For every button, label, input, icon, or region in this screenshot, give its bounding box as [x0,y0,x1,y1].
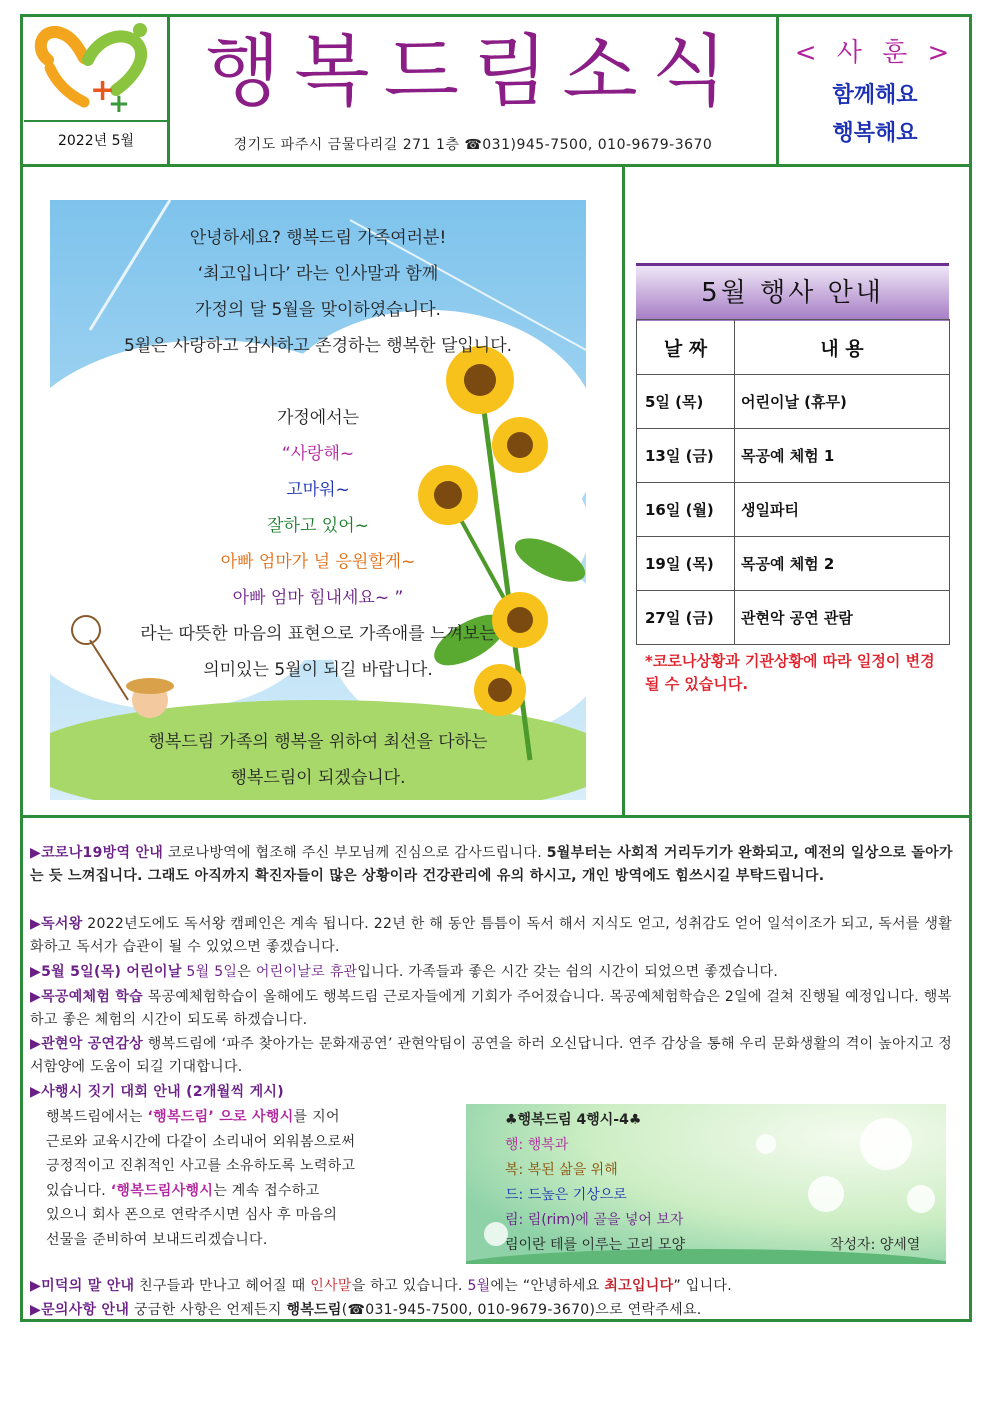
schedule-note: *코로나상황과 기관상황에 따라 일정이 변경될 수 있습니다. [645,652,935,693]
contact-text: 궁금한 사항은 언제든지 [129,1302,287,1318]
greeting-message [50,220,586,796]
woodcraft-heading: ▶목공예체험 학습 [30,989,144,1005]
reading-notice [30,913,965,959]
greeting-line: 안녕하세요? 행복드림 가족여러분! [189,228,447,248]
poem-line-4: 림: 림(rim)에 골을 넣어 보자 [505,1212,684,1228]
poem-line-5 [505,1233,945,1258]
schedule-table [636,319,950,645]
greeting-line: 가정의 달 5월을 맞이하였습니다. [195,300,441,320]
table-row [637,429,950,483]
poem-contest-line [46,1179,466,1204]
childrens-day-text: 은 [237,964,256,980]
covid-bold-text: 5월부터는 사회적 거리두기가 완화되고, 예전의 일상으로 돌아가는 듯 느껴집니다. 그래도 아직까지 확진자들이 많은 상황이라 건강관리에 유의 하시고, 개인 방역에도 힘쓰시길 부탁드립니다. [30,845,953,884]
virtue-words-highlight: 인사말 [310,1278,352,1294]
virtue-words-text: ” 입니다. [673,1278,732,1294]
virtue-words-highlight: 최고입니다 [604,1278,674,1294]
concert-heading: ▶관현악 공연감상 [30,1036,144,1052]
childrens-day-notice [30,961,965,984]
contact-heading: ▶문의사항 안내 [30,1302,130,1318]
schedule-header-row [637,320,950,375]
table-row [637,483,950,537]
covid-heading: ▶코로나19방역 안내 [30,845,164,861]
covid-text: 코로나방역에 협조해 주신 부모님께 진심으로 감사드립니다. [163,845,547,861]
greeting-line: 잘하고 있어~ [267,516,369,536]
poem-contest-line: 근로와 교육시간에 다같이 소리내어 외워봄으로써 [46,1133,356,1150]
motto-line-2: 행복해요 [832,121,918,146]
content-column-header: 내 용 [735,320,950,375]
poem-contest-line: 선물을 준비하여 보내드리겠습니다. [46,1231,268,1248]
poem-contest-line: 긍정적이고 진취적인 사고를 소유하도록 노력하고 [46,1158,356,1174]
woodcraft-text: 목공예체험학습이 올해에도 행복드림 근로자들에게 기회가 주어졌습니다. 목공예체험학습은 2일에 걸쳐 진행될 예정입니다. 행복하고 좋은 체험의 시간이 되도록 하겠습니다. [30,989,952,1028]
poem-contest-text-part: 를 지어 [293,1109,340,1125]
schedule-event: 목공예 체험 1 [735,429,950,483]
poem-line-1: 행: 행복과 [505,1137,569,1153]
greeting-line: 행복드림이 되겠습니다. [230,768,406,788]
virtue-words-text: 에는 “안녕하세요 [490,1278,605,1294]
contact-text: (☎031-945-7500, 010-9679-3670)으로 연락주세요. [341,1302,702,1318]
issue-date: 2022년 5월 [57,133,135,149]
newsletter-title: 행복드림소식 [204,27,742,117]
poem-contest-text-part: 는 계속 접수하고 [213,1182,320,1199]
virtue-words-text: 을 하고 있습니다. [351,1278,468,1294]
table-row [637,591,950,645]
address-divider [24,120,168,122]
greeting-line: 가정에서는 [276,408,360,428]
address: 경기도 파주시 금물다리길 271 1층 ☎031)945-7500, 010-9679-3670 [233,137,713,153]
childrens-day-text: 입니다. 가족들과 좋은 시간 갖는 쉼의 시간이 되었으면 좋겠습니다. [357,964,779,980]
schedule-event: 생일파티 [735,483,950,537]
schedule-event: 관현악 공연 관람 [735,591,950,645]
poem-line-3: 드: 드높은 기상으로 [505,1187,627,1203]
schedule-date: 27일 (금) [637,591,735,645]
schedule-date: 19일 (목) [637,537,735,591]
virtue-words-heading: ▶미덕의 말 안내 [30,1278,135,1294]
poem-contest-highlight: ‘행복드림’ 으로 사행시 [147,1109,294,1125]
poem-contest-text-part: 있습니다. [46,1182,111,1199]
reading-heading: ▶독서왕 [30,916,83,932]
section-divider [20,815,972,818]
poem-title: ♣행복드림 4행시-4♣ [505,1112,642,1128]
poem-contest-line: 있으니 회사 폰으로 연락주시면 심사 후 마음의 [46,1207,338,1223]
schedule-title: 5월 행사 안내 [636,263,949,321]
greeting-line: “사랑해~ [281,444,355,464]
poem-contest-line [46,1105,466,1130]
poem-contest-text-part: 행복드림에서는 [46,1109,148,1125]
covid-notice [30,842,965,888]
schedule-date: 13일 (금) [637,429,735,483]
poem-contest-heading [30,1081,965,1104]
greeting-blank [50,364,586,400]
virtue-words-highlight: 5월 [467,1278,491,1294]
schedule-event: 어린이날 (휴무) [735,375,950,429]
date-column-header: 날 짜 [637,320,735,375]
schedule-date: 5일 (목) [637,375,735,429]
schedule-date: 16일 (월) [637,483,735,537]
contact-org: 행복드림 [286,1302,342,1318]
contact-notice [30,1299,965,1322]
greeting-blank [50,688,586,724]
header-divider [20,164,972,167]
greeting-line: 행복드림 가족의 행복을 위하여 최선을 다하는 [148,732,488,752]
childrens-day-date: 5월 5일 [181,964,238,980]
table-row [637,375,950,429]
schedule-event: 목공예 체험 2 [735,537,950,591]
svg-text:+: + [108,89,130,118]
motto-heading: < 사 훈 > [794,38,956,68]
greeting-line: 5월은 사랑하고 감사하고 존경하는 행복한 달입니다. [123,336,513,356]
woodcraft-notice [30,986,965,1032]
poem-author: 작성자: 양세열 [830,1237,921,1253]
childrens-day-closed: 어린이날로 휴관 [255,964,358,980]
greeting-line: 의미있는 5월이 되길 바랍니다. [203,660,433,680]
greeting-line: 라는 따뜻한 마음의 표현으로 가족애를 느껴보는 [140,624,496,644]
childrens-day-heading: ▶5월 5일(목) 어린이날 [30,964,182,980]
poem-contest-highlight: ‘행복드림사행시 [110,1182,214,1199]
concert-text: 행복드림에 ‘파주 찾아가는 문화재공연’ 관현악팀이 공연을 하러 오신답니다. 연주 감상을 통해 우리 문화생활의 격이 높아지고 정서함양에 도움이 되길 기대합니다. [30,1036,953,1075]
greeting-line: 아빠 엄마가 널 응원할게~ [220,552,416,572]
logo-icon [28,20,158,118]
poem-contest-title: ▶사행시 짓기 대회 안내 (2개월씩 게시) [30,1084,284,1100]
four-line-poem [505,1108,945,1258]
greeting-line: 고마워~ [286,480,350,500]
reading-text: 2022년도에도 독서왕 캠페인은 계속 됩니다. 22년 한 해 동안 틈틈이 독서 해서 지식도 얻고, 성취감도 얻어 일석이조가 되고, 독서를 생활화하고 독서가 습관이 될 수 있었으면 좋겠습니다. [30,916,953,955]
poem-contest-text [46,1105,466,1252]
poem-line-5-text: 림이란 테를 이루는 고리 모양 [505,1237,686,1253]
greeting-line: ‘최고입니다’ 라는 인사말과 함께 [197,264,439,284]
column-divider [622,166,625,817]
table-row [637,537,950,591]
virtue-words-text: 친구들과 만나고 헤어질 때 [134,1278,311,1294]
poem-line-2: 복: 복된 삶을 위해 [505,1162,618,1178]
virtue-words-notice [30,1275,965,1298]
motto-line-1: 함께해요 [832,83,918,108]
svg-text:+: + [90,73,116,108]
greeting-line: 아빠 엄마 힘내세요~ ” [232,588,404,608]
concert-notice [30,1033,965,1079]
